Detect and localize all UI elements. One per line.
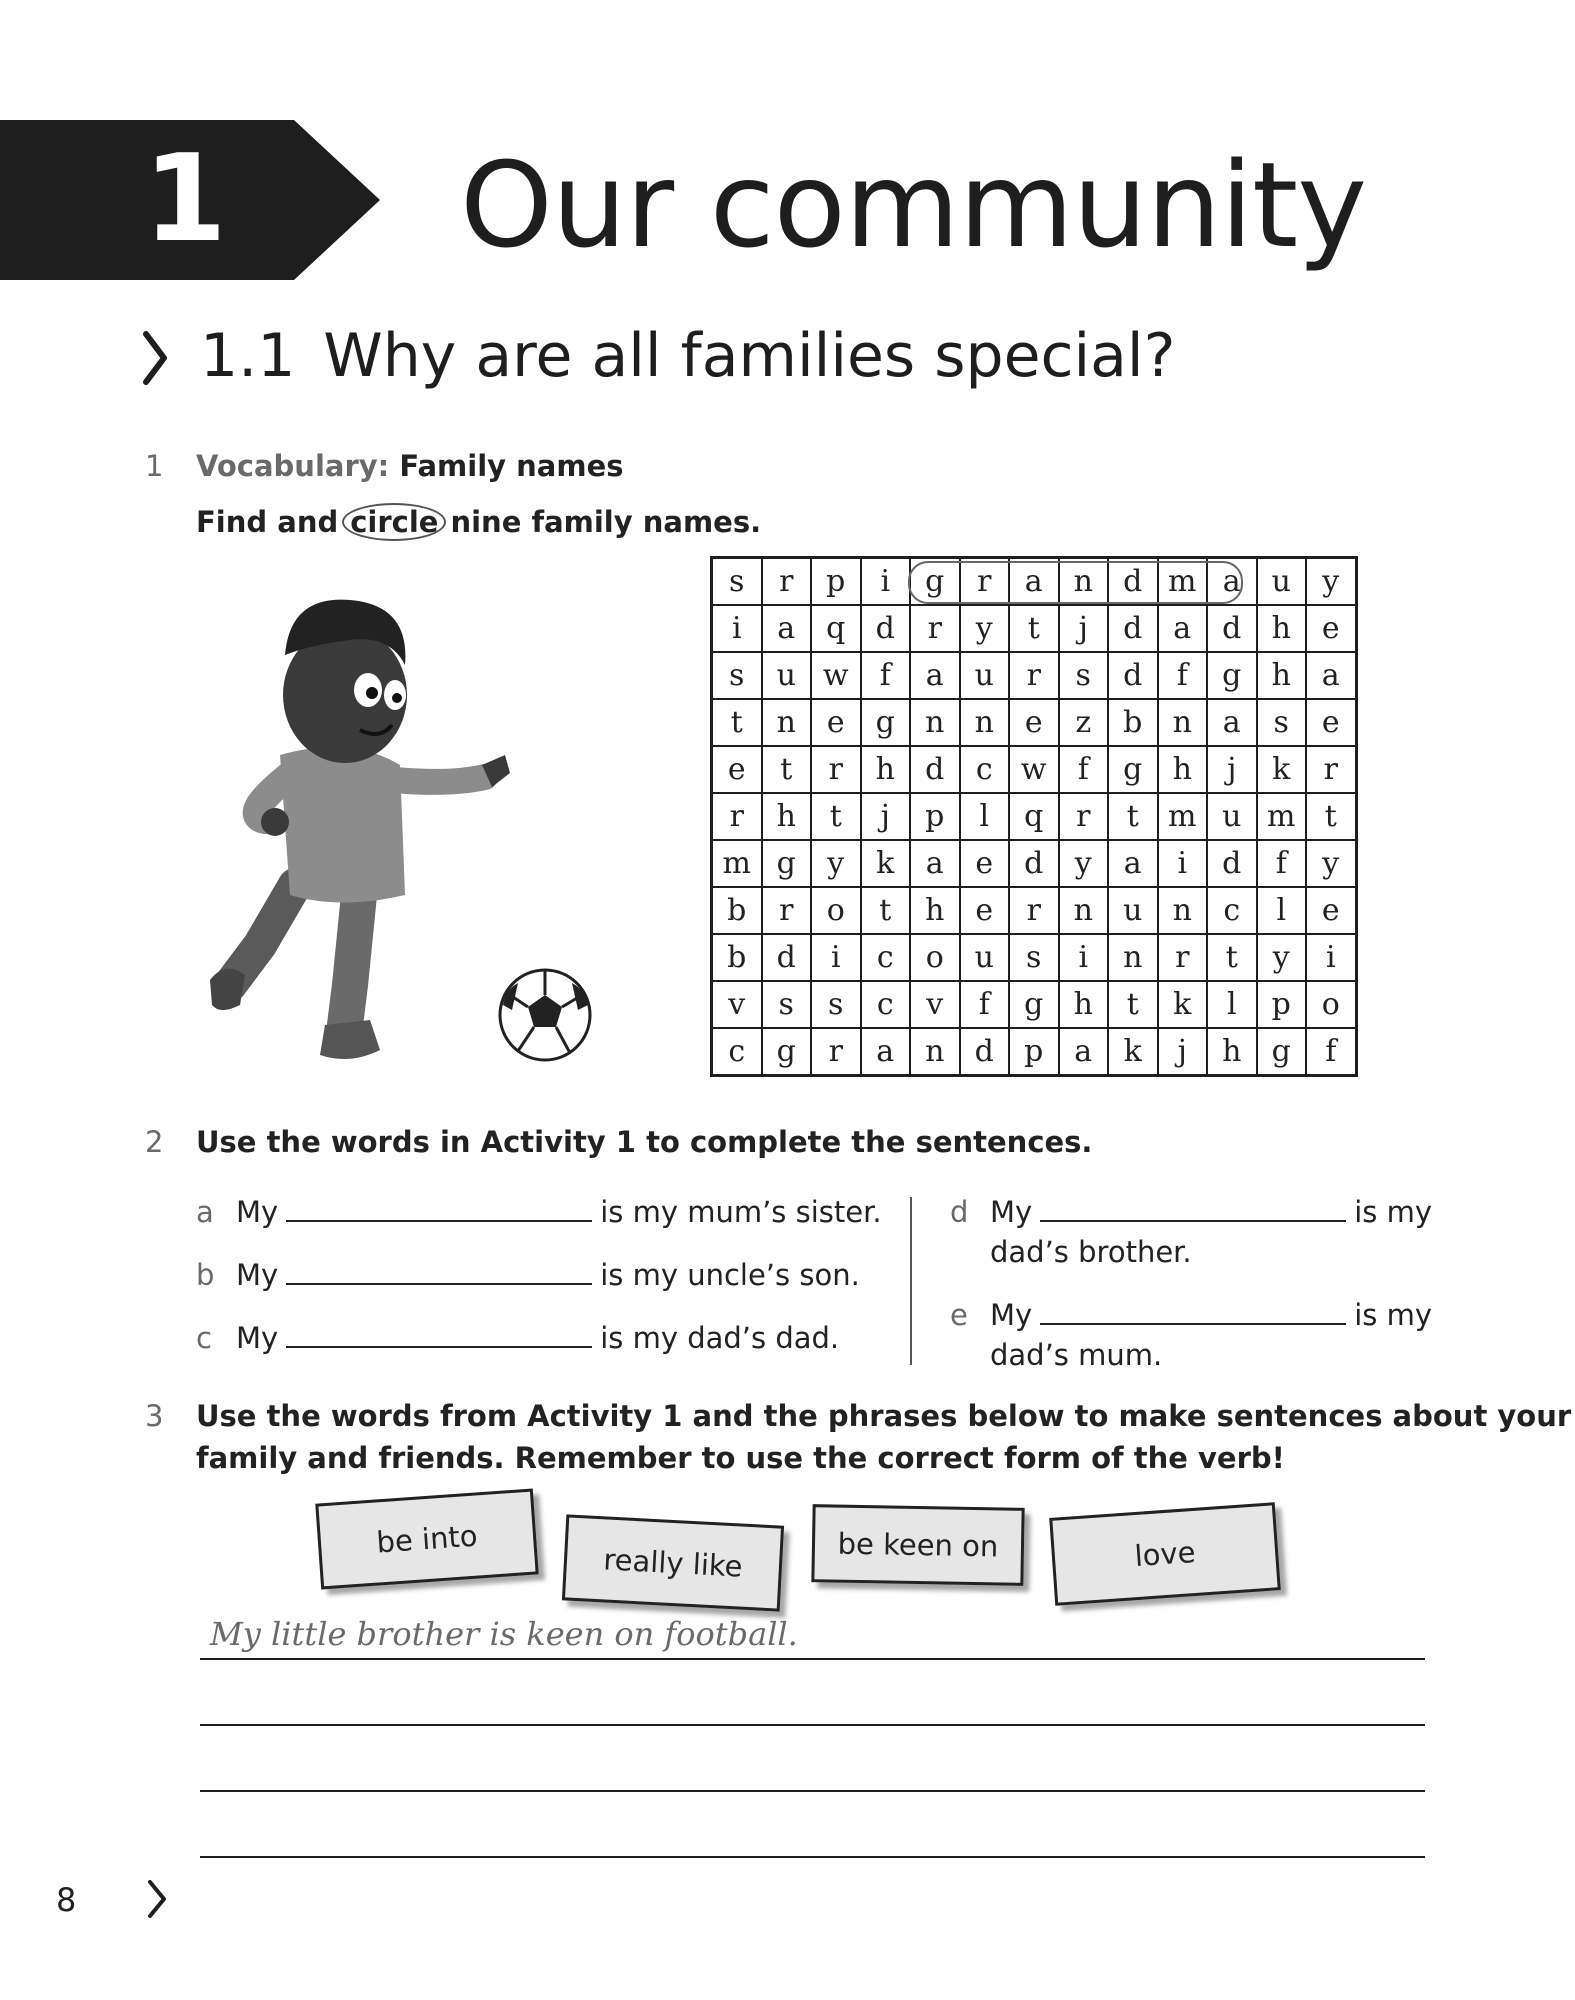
grid-letter[interactable]: t xyxy=(1306,793,1356,840)
grid-letter[interactable]: i xyxy=(1306,934,1356,981)
grid-letter[interactable]: e xyxy=(1009,699,1059,746)
grid-letter[interactable]: t xyxy=(1009,605,1059,652)
grid-letter[interactable]: n xyxy=(960,699,1010,746)
sentence-b xyxy=(196,1255,860,1295)
grid-letter[interactable]: g xyxy=(1207,652,1257,699)
sentence-end: is my uncle’s son. xyxy=(600,1258,860,1292)
grid-letter[interactable]: a xyxy=(910,652,960,699)
grid-letter[interactable]: p xyxy=(811,558,861,606)
grid-letter[interactable]: l xyxy=(960,793,1010,840)
section-heading: Why are all families special? xyxy=(323,321,1176,391)
grid-row xyxy=(712,934,1357,981)
grid-letter[interactable]: j xyxy=(1158,1028,1208,1076)
grid-letter[interactable]: h xyxy=(1207,1028,1257,1076)
answer-blank[interactable] xyxy=(1040,1194,1346,1222)
word-search-grid xyxy=(710,556,1358,1077)
grid-letter[interactable]: p xyxy=(910,793,960,840)
sentence-start: My xyxy=(990,1298,1033,1332)
grid-letter[interactable]: j xyxy=(1207,746,1257,793)
grid-letter[interactable]: i xyxy=(712,605,762,652)
circled-word: circle xyxy=(342,503,446,541)
grid-letter[interactable]: a xyxy=(861,1028,911,1076)
grid-letter[interactable]: y xyxy=(1257,934,1307,981)
grid-letter[interactable]: r xyxy=(1009,887,1059,934)
writing-line[interactable] xyxy=(200,1790,1425,1792)
grid-letter[interactable]: t xyxy=(1108,793,1158,840)
grid-letter[interactable]: s xyxy=(1009,934,1059,981)
grid-letter[interactable]: t xyxy=(861,887,911,934)
grid-letter[interactable]: n xyxy=(910,699,960,746)
grid-letter[interactable]: i xyxy=(1059,934,1109,981)
writing-line[interactable] xyxy=(200,1724,1425,1726)
grid-letter[interactable]: t xyxy=(762,746,812,793)
grid-letter[interactable]: e xyxy=(960,840,1010,887)
grid-letter[interactable]: g xyxy=(1009,981,1059,1028)
grid-letter[interactable]: s xyxy=(712,558,762,606)
activity-2-instruction: Use the words in Activity 1 to complete the sentences. xyxy=(196,1125,1093,1159)
grid-letter[interactable]: b xyxy=(712,887,762,934)
page-number: 8 xyxy=(56,1881,77,1919)
grid-letter[interactable]: h xyxy=(1257,605,1307,652)
grid-letter[interactable]: l xyxy=(1257,887,1307,934)
grid-letter[interactable]: s xyxy=(1257,699,1307,746)
grid-letter[interactable]: c xyxy=(861,981,911,1028)
grid-letter[interactable]: e xyxy=(1306,699,1356,746)
grid-letter[interactable]: h xyxy=(1257,652,1307,699)
grid-letter[interactable]: o xyxy=(910,934,960,981)
grid-letter[interactable]: u xyxy=(1108,887,1158,934)
sentence-e-line2: dad’s mum. xyxy=(990,1338,1163,1372)
grid-letter[interactable]: k xyxy=(1257,746,1307,793)
grid-letter[interactable]: n xyxy=(1108,934,1158,981)
grid-letter[interactable]: p xyxy=(1009,1028,1059,1076)
grid-letter[interactable]: m xyxy=(712,840,762,887)
sentence-d xyxy=(950,1192,1432,1232)
grid-letter[interactable]: h xyxy=(1059,981,1109,1028)
grid-letter[interactable]: i xyxy=(811,934,861,981)
answer-blank[interactable] xyxy=(286,1320,592,1348)
grid-letter[interactable]: q xyxy=(811,605,861,652)
grid-letter[interactable]: e xyxy=(712,746,762,793)
column-divider xyxy=(910,1197,912,1365)
grid-letter[interactable]: k xyxy=(861,840,911,887)
grid-letter[interactable]: n xyxy=(1059,558,1109,606)
grid-letter[interactable]: s xyxy=(811,981,861,1028)
grid-row xyxy=(712,746,1357,793)
grid-letter[interactable]: b xyxy=(712,934,762,981)
grid-letter[interactable]: r xyxy=(762,558,812,606)
sentence-d-line2: dad’s brother. xyxy=(990,1235,1192,1269)
grid-letter[interactable]: k xyxy=(1158,981,1208,1028)
activity-3-number: 3 xyxy=(145,1399,164,1433)
grid-letter[interactable]: m xyxy=(1257,793,1307,840)
grid-letter[interactable]: t xyxy=(712,699,762,746)
grid-row xyxy=(712,699,1357,746)
grid-letter[interactable]: a xyxy=(1158,605,1208,652)
grid-letter[interactable]: n xyxy=(762,699,812,746)
grid-letter[interactable]: o xyxy=(811,887,861,934)
boy-football-illustration xyxy=(200,565,620,1085)
grid-letter[interactable]: u xyxy=(1207,793,1257,840)
grid-letter[interactable]: c xyxy=(712,1028,762,1076)
grid-letter[interactable]: t xyxy=(1207,934,1257,981)
grid-letter[interactable]: g xyxy=(1257,1028,1307,1076)
grid-letter[interactable]: n xyxy=(1158,887,1208,934)
answer-blank[interactable] xyxy=(286,1257,592,1285)
grid-letter[interactable]: d xyxy=(1108,558,1158,606)
chevron-right-icon xyxy=(146,1878,168,1920)
grid-letter[interactable]: a xyxy=(1306,652,1356,699)
item-letter: e xyxy=(950,1298,968,1332)
grid-letter[interactable]: w xyxy=(1009,746,1059,793)
example-sentence: My little brother is keen on football. xyxy=(210,1615,798,1653)
writing-line[interactable] xyxy=(200,1856,1425,1858)
sentence-end: is my dad’s dad. xyxy=(600,1321,840,1355)
grid-letter[interactable]: d xyxy=(1108,652,1158,699)
grid-letter[interactable]: d xyxy=(960,1028,1010,1076)
grid-letter[interactable]: h xyxy=(910,887,960,934)
grid-letter[interactable]: c xyxy=(861,934,911,981)
grid-letter[interactable]: d xyxy=(1108,605,1158,652)
grid-letter[interactable]: y xyxy=(1306,840,1356,887)
vocabulary-label: Vocabulary: xyxy=(196,449,390,483)
grid-letter[interactable]: f xyxy=(1059,746,1109,793)
sentence-a xyxy=(196,1192,882,1232)
grid-letter[interactable]: d xyxy=(910,746,960,793)
grid-letter[interactable]: y xyxy=(960,605,1010,652)
grid-row xyxy=(712,605,1357,652)
sentence-start: My xyxy=(990,1195,1033,1229)
phrase-card: be into xyxy=(315,1489,538,1590)
grid-letter[interactable]: k xyxy=(1108,1028,1158,1076)
grid-letter[interactable]: f xyxy=(861,652,911,699)
grid-row xyxy=(712,793,1357,840)
grid-letter[interactable]: m xyxy=(1158,793,1208,840)
grid-letter[interactable]: a xyxy=(1108,840,1158,887)
grid-letter[interactable]: s xyxy=(712,652,762,699)
answer-blank[interactable] xyxy=(286,1194,592,1222)
grid-letter[interactable]: c xyxy=(960,746,1010,793)
grid-letter[interactable]: r xyxy=(1158,934,1208,981)
grid-letter[interactable]: s xyxy=(1059,652,1109,699)
writing-line[interactable] xyxy=(200,1658,1425,1660)
grid-letter[interactable]: r xyxy=(811,1028,861,1076)
sentence-e xyxy=(950,1295,1432,1335)
grid-letter[interactable]: t xyxy=(811,793,861,840)
grid-letter[interactable]: i xyxy=(1158,840,1208,887)
grid-letter[interactable]: e xyxy=(1306,887,1356,934)
grid-letter[interactable]: u xyxy=(1257,558,1307,606)
activity-3-instruction-line1: Use the words from Activity 1 and the phrases below to make sentences about your xyxy=(196,1399,1572,1433)
item-letter: c xyxy=(196,1321,212,1355)
grid-letter[interactable]: m xyxy=(1158,558,1208,606)
activity-3-instruction-line2: family and friends. Remember to use the correct form of the verb! xyxy=(196,1441,1285,1475)
grid-letter[interactable]: a xyxy=(762,605,812,652)
grid-letter[interactable]: r xyxy=(1009,652,1059,699)
grid-letter[interactable]: y xyxy=(811,840,861,887)
grid-letter[interactable]: r xyxy=(1306,746,1356,793)
sentence-c xyxy=(196,1318,839,1358)
grid-letter[interactable]: a xyxy=(1207,699,1257,746)
grandma-circle xyxy=(908,561,1243,604)
grid-letter[interactable]: t xyxy=(1108,981,1158,1028)
grid-letter[interactable]: p xyxy=(1257,981,1307,1028)
grid-letter[interactable]: f xyxy=(1158,652,1208,699)
grid-letter[interactable]: j xyxy=(861,793,911,840)
grid-letter[interactable]: a xyxy=(1207,558,1257,606)
section-number: 1.1 xyxy=(200,321,296,391)
sentence-end: is my xyxy=(1354,1298,1432,1332)
grid-letter[interactable]: a xyxy=(910,840,960,887)
answer-blank[interactable] xyxy=(1040,1297,1346,1325)
grid-letter[interactable]: q xyxy=(1009,793,1059,840)
chevron-right-icon xyxy=(140,328,170,388)
grid-letter[interactable]: s xyxy=(762,981,812,1028)
section-title xyxy=(200,316,1175,396)
grid-letter[interactable]: n xyxy=(1158,699,1208,746)
grid-letter[interactable]: a xyxy=(1059,1028,1109,1076)
grid-letter[interactable]: f xyxy=(960,981,1010,1028)
grid-letter[interactable]: r xyxy=(762,887,812,934)
grid-row xyxy=(712,981,1357,1028)
grid-letter[interactable]: r xyxy=(1059,793,1109,840)
sentence-start: My xyxy=(236,1195,279,1229)
phrase-card: be keen on xyxy=(811,1504,1024,1586)
grid-letter[interactable]: d xyxy=(1009,840,1059,887)
grid-letter[interactable]: g xyxy=(1108,746,1158,793)
grid-letter[interactable]: f xyxy=(1306,1028,1356,1076)
grid-letter[interactable]: w xyxy=(811,652,861,699)
grid-letter[interactable]: e xyxy=(811,699,861,746)
grid-row xyxy=(712,887,1357,934)
grid-letter[interactable]: u xyxy=(960,652,1010,699)
grid-letter[interactable]: g xyxy=(861,699,911,746)
grid-letter[interactable]: h xyxy=(1158,746,1208,793)
grid-letter[interactable]: r xyxy=(960,558,1010,606)
grid-letter[interactable]: n xyxy=(1059,887,1109,934)
grid-letter[interactable]: y xyxy=(1306,558,1356,606)
grid-row xyxy=(712,652,1357,699)
activity-1-heading xyxy=(196,446,624,486)
grid-letter[interactable]: e xyxy=(1306,605,1356,652)
grid-letter[interactable]: d xyxy=(861,605,911,652)
grid-letter[interactable]: e xyxy=(960,887,1010,934)
sentence-start: My xyxy=(236,1258,279,1292)
grid-letter[interactable]: r xyxy=(910,605,960,652)
sentence-end: is my xyxy=(1354,1195,1432,1229)
instruction-text: nine family names. xyxy=(450,505,762,539)
grid-letter[interactable]: v xyxy=(712,981,762,1028)
item-letter: d xyxy=(950,1195,969,1229)
activity-1-number: 1 xyxy=(145,449,164,483)
activity-2-number: 2 xyxy=(145,1125,164,1159)
grid-letter[interactable]: b xyxy=(1108,699,1158,746)
instruction-text: Find and xyxy=(196,505,339,539)
grid-letter[interactable]: r xyxy=(712,793,762,840)
grid-letter[interactable]: h xyxy=(861,746,911,793)
sentence-end: is my mum’s sister. xyxy=(600,1195,882,1229)
grid-letter[interactable]: n xyxy=(910,1028,960,1076)
grid-letter[interactable]: d xyxy=(1207,605,1257,652)
grid-letter[interactable]: g xyxy=(762,840,812,887)
grid-letter[interactable]: a xyxy=(1009,558,1059,606)
grid-letter[interactable]: u xyxy=(762,652,812,699)
grid-letter[interactable]: l xyxy=(1207,981,1257,1028)
grid-letter[interactable]: d xyxy=(1207,840,1257,887)
grid-row xyxy=(712,840,1357,887)
grid-letter[interactable]: d xyxy=(762,934,812,981)
grid-letter[interactable]: r xyxy=(811,746,861,793)
grid-letter[interactable]: z xyxy=(1059,699,1109,746)
grid-letter[interactable]: i xyxy=(861,558,911,606)
phrase-card: really like xyxy=(562,1514,784,1611)
grid-letter[interactable]: g xyxy=(762,1028,812,1076)
grid-letter[interactable]: u xyxy=(960,934,1010,981)
grid-letter[interactable]: f xyxy=(1257,840,1307,887)
grid-letter[interactable]: v xyxy=(910,981,960,1028)
activity-1-instruction xyxy=(196,502,761,542)
sentence-start: My xyxy=(236,1321,279,1355)
unit-number: 1 xyxy=(143,130,227,269)
grid-row xyxy=(712,1028,1357,1076)
grid-letter[interactable]: j xyxy=(1059,605,1109,652)
grid-letter[interactable]: o xyxy=(1306,981,1356,1028)
grid-letter[interactable]: c xyxy=(1207,887,1257,934)
phrase-card: love xyxy=(1049,1502,1281,1606)
unit-title: Our community xyxy=(460,136,1367,274)
grid-letter[interactable]: y xyxy=(1059,840,1109,887)
grid-letter[interactable]: h xyxy=(762,793,812,840)
item-letter: a xyxy=(196,1195,214,1229)
vocabulary-topic: Family names xyxy=(399,449,624,483)
grid-letter[interactable]: g xyxy=(910,558,960,606)
item-letter: b xyxy=(196,1258,215,1292)
